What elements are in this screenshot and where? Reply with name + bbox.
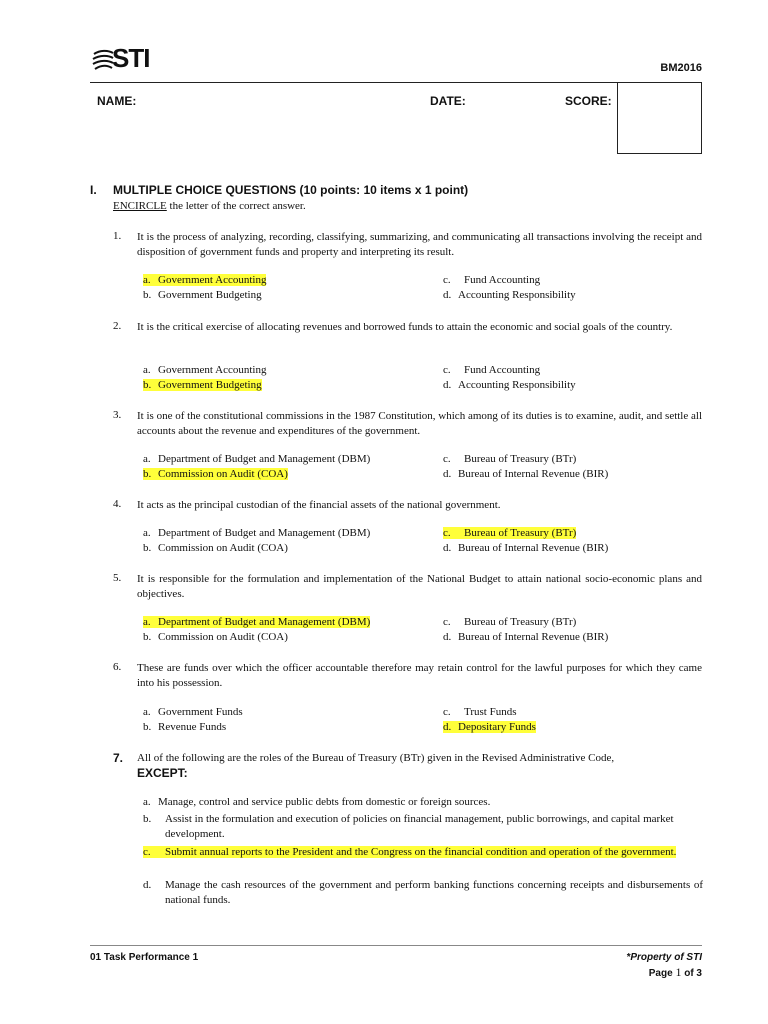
option-a[interactable]: a. Government Funds [143,706,243,718]
question-number: 1. [113,230,122,242]
page-number: Page 1 of 3 [648,965,702,979]
option-d[interactable]: d. Accounting Responsibility [443,379,576,391]
option-d[interactable]: d. Bureau of Internal Revenue (BIR) [443,468,609,480]
option-c[interactable]: c. Fund Accounting [443,364,541,376]
document-code: BM2016 [660,62,702,74]
instruction-text: the letter of the correct answer. [166,200,306,212]
date-label: DATE: [430,94,466,108]
question-number: 7. [113,751,124,765]
option-a[interactable]: a. Government Accounting [143,274,267,286]
option-a[interactable]: a. Department of Budget and Management (DBM) [143,527,371,539]
instruction-emphasis: ENCIRCLE [113,200,167,212]
option-a[interactable]: a. Government Accounting [143,364,267,376]
question-text: These are funds over which the officer accountable therefore may retain control for the lawful purposes for which they came into his possession. [137,662,702,689]
section-number: I. [90,183,97,197]
option-c[interactable]: c. Trust Funds [443,706,517,718]
option-a[interactable]: a. Manage, control and service public debts from domestic or foreign sources. [143,796,491,808]
question-text: It acts as the principal custodian of the financial assets of the national government. [137,499,501,511]
option-b[interactable]: b. Commission on Audit (COA) [143,631,288,643]
logo-text: STI [112,43,150,73]
footer-property: *Property of STI [626,952,702,963]
option-d[interactable]: d. Bureau of Internal Revenue (BIR) [443,631,609,643]
question-number: 6. [113,661,122,673]
except-label: EXCEPT: [137,766,188,780]
option-b[interactable]: b. Revenue Funds [143,721,227,733]
option-d[interactable]: d. Manage the cash resources of the government and perform banking functions concerning receipts and disbursements of national funds. [143,879,703,906]
option-c[interactable]: c. Submit annual reports to the President and the Congress on the financial condition and operation of the government. [143,846,677,858]
question-text: All of the following are the roles of the Bureau of Treasury (BTr) given in the Revised Administrative Code, [137,752,615,764]
name-label: NAME: [97,94,137,108]
option-b[interactable]: b. Government Budgeting [143,289,262,301]
question-text: It is one of the constitutional commissions in the 1987 Constitution, which among of its duties is to examine, audit, and settle all accounts about the revenue and expenditures of the government. [137,410,702,437]
option-d[interactable]: d. Accounting Responsibility [443,289,576,301]
score-box [617,83,702,154]
option-c[interactable]: c. Bureau of Treasury (BTr) [443,616,577,628]
option-b[interactable]: b. Government Budgeting [143,379,262,391]
question-number: 2. [113,320,122,332]
option-c[interactable]: c. Bureau of Treasury (BTr) [443,527,577,539]
instruction [113,200,306,212]
option-a[interactable]: a. Department of Budget and Management (DBM) [143,616,371,628]
option-b[interactable]: b. Commission on Audit (COA) [143,468,288,480]
sti-logo [92,43,162,76]
footer-divider [90,945,702,946]
question-number: 5. [113,572,122,584]
footer-title: 01 Task Performance 1 [90,952,199,963]
question-number: 3. [113,409,122,421]
question-text: It is the process of analyzing, recording, classifying, summarizing, and communicating all transactions involving the receipt and disposition of government funds and property and interpreting its result. [137,231,702,258]
question-text: It is responsible for the formulation and implementation of the National Budget to attain national socio-economic plans and objectives. [137,573,702,600]
question-number: 4. [113,498,122,510]
option-c[interactable]: c. Fund Accounting [443,274,541,286]
option-b[interactable]: b. Commission on Audit (COA) [143,542,288,554]
option-a[interactable]: a. Department of Budget and Management (DBM) [143,453,371,465]
header-divider [90,82,702,83]
option-b[interactable]: b. Assist in the formulation and execution of policies on financial management, public borrowings, and capital market development. [143,813,674,840]
option-c[interactable]: c. Bureau of Treasury (BTr) [443,453,577,465]
score-label: SCORE: [565,94,612,108]
question-text: It is the critical exercise of allocating revenues and borrowed funds to attain the economic and social goals of the country. [137,321,673,333]
section-title: MULTIPLE CHOICE QUESTIONS (10 points: 10 items x 1 point) [113,183,469,197]
option-d[interactable]: d. Bureau of Internal Revenue (BIR) [443,542,609,554]
option-d[interactable]: d. Depositary Funds [443,721,536,733]
globe-swoosh-icon [92,48,114,72]
